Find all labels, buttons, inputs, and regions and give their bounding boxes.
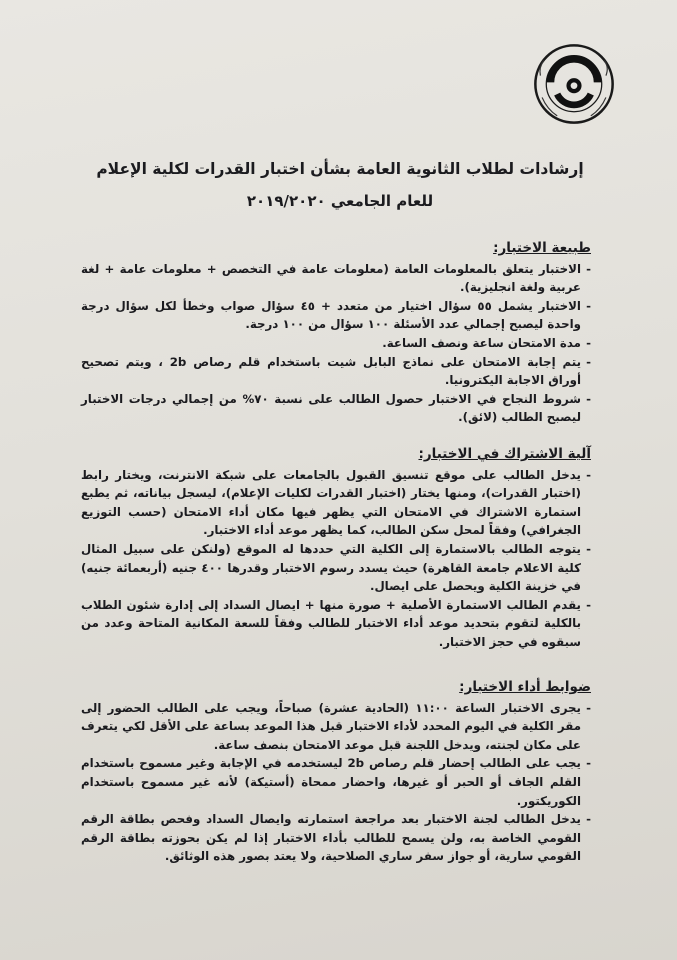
list-item: - يتوجه الطالب بالاستمارة إلى الكلية التي حددها له الموقع (ولنكن على سبيل المثال كلية الاعلام جامعة القاهرة) حيث يسدد رسوم الاختبار وقدرها ٤٠٠ جنيه (أربعمائة جنيه) في خزينة الكلية ويحصل على ايصال. [81, 540, 591, 596]
section-list [81, 466, 591, 652]
section-registration [81, 445, 591, 652]
list-item: - الاختبار يتعلق بالمعلومات العامة (معلومات عامة في التخصص + معلومات عامة + لغة عربية ولغة انجليزية). [81, 260, 591, 297]
list-item: - يقدم الطالب الاستمارة الأصلية + صورة منها + ايصال السداد إلى إدارة شئون الطلاب بالكلية لتقوم بتحديد موعد أداء الاختبار للطالب وفقاً للسعة المكانية المتاحة وعدد من سبقوه في حجز الاختبار. [81, 596, 591, 652]
list-item: - يجرى الاختبار الساعة ١١:٠٠ (الحادية عشرة) صباحاً، ويجب على الطالب الحضور إلى مقر الكلية في اليوم المحدد لأداء الاختبار قبل هذا الموعد بساعة على الأقل لكي يتعرف على مكان لجنته، ويدخل اللجنة قبل موعد الامتحان بنصف ساعة. [81, 699, 591, 755]
section-test-rules [81, 678, 591, 866]
section-list [81, 260, 591, 427]
list-item: - يدخل الطالب على موقع تنسيق القبول بالجامعات على شبكة الانترنت، ويختار رابط (اختبار القدرات)، ومنها يختار (اختبار القدرات لكليات الإعلام)، ليسجل بياناته، ثم يطبع استمارة الاشتراك في الامتحان التي يظهر فيها مكان أداء الامتحان (حسب التوزيع الجغرافي) وفقاً لمحل سكن الطالب، كما يظهر موعد أداء الاختبار. [81, 466, 591, 540]
title-block [60, 160, 620, 210]
list-item: - الاختبار يشمل ٥٥ سؤال اختيار من متعدد + ٤٥ سؤال صواب وخطأ لكل سؤال درجة واحدة ليصبح إجمالي عدد الأسئلة ١٠٠ سؤال من ١٠٠ درجة. [81, 297, 591, 334]
college-seal-icon [532, 42, 616, 126]
list-item: - يدخل الطالب لجنة الاختبار بعد مراجعة استمارته وايصال السداد وفحص بطاقة الرقم القومي الخاصة به، ولن يسمح للطالب بأداء الاختبار إذا لم يكن بحوزته بطاقة الرقم القومي سارية، أو جواز سفر ساري الصلاحية، ولا يعتد بصور هذه الوثائق. [81, 810, 591, 866]
section-list [81, 699, 591, 866]
document-title: إرشادات لطلاب الثانوية العامة بشأن اختبار القدرات لكلية الإعلام [96, 160, 584, 178]
section-test-nature [81, 239, 591, 427]
list-item: - مدة الامتحان ساعة ونصف الساعة. [81, 334, 591, 353]
section-heading: طبيعة الاختبار: [493, 240, 591, 256]
section-heading: آلية الاشتراك في الاختبار: [418, 446, 591, 462]
academic-year: للعام الجامعي ٢٠١٩/٢٠٢٠ [246, 192, 434, 210]
list-item: - شروط النجاح في الاختبار حصول الطالب على نسبة ٧٠% من إجمالي درجات الاختبار ليصبح الطالب (لائق). [81, 390, 591, 427]
list-item: - يتم إجابة الامتحان على نماذج البابل شيت باستخدام قلم رصاص 2b ، ويتم تصحيح أوراق الاجابة اليكترونيا. [81, 353, 591, 390]
section-heading: ضوابط أداء الاختبار: [459, 679, 591, 695]
list-item: - يجب على الطالب إحضار قلم رصاص 2b ليستخدمه في الإجابة وغير مسموح باستخدام القلم الجاف أو الحبر أو غيرها، واحضار ممحاة (أستيكة) لأنه غير مسموح باستخدام الكوريكتور. [81, 754, 591, 810]
